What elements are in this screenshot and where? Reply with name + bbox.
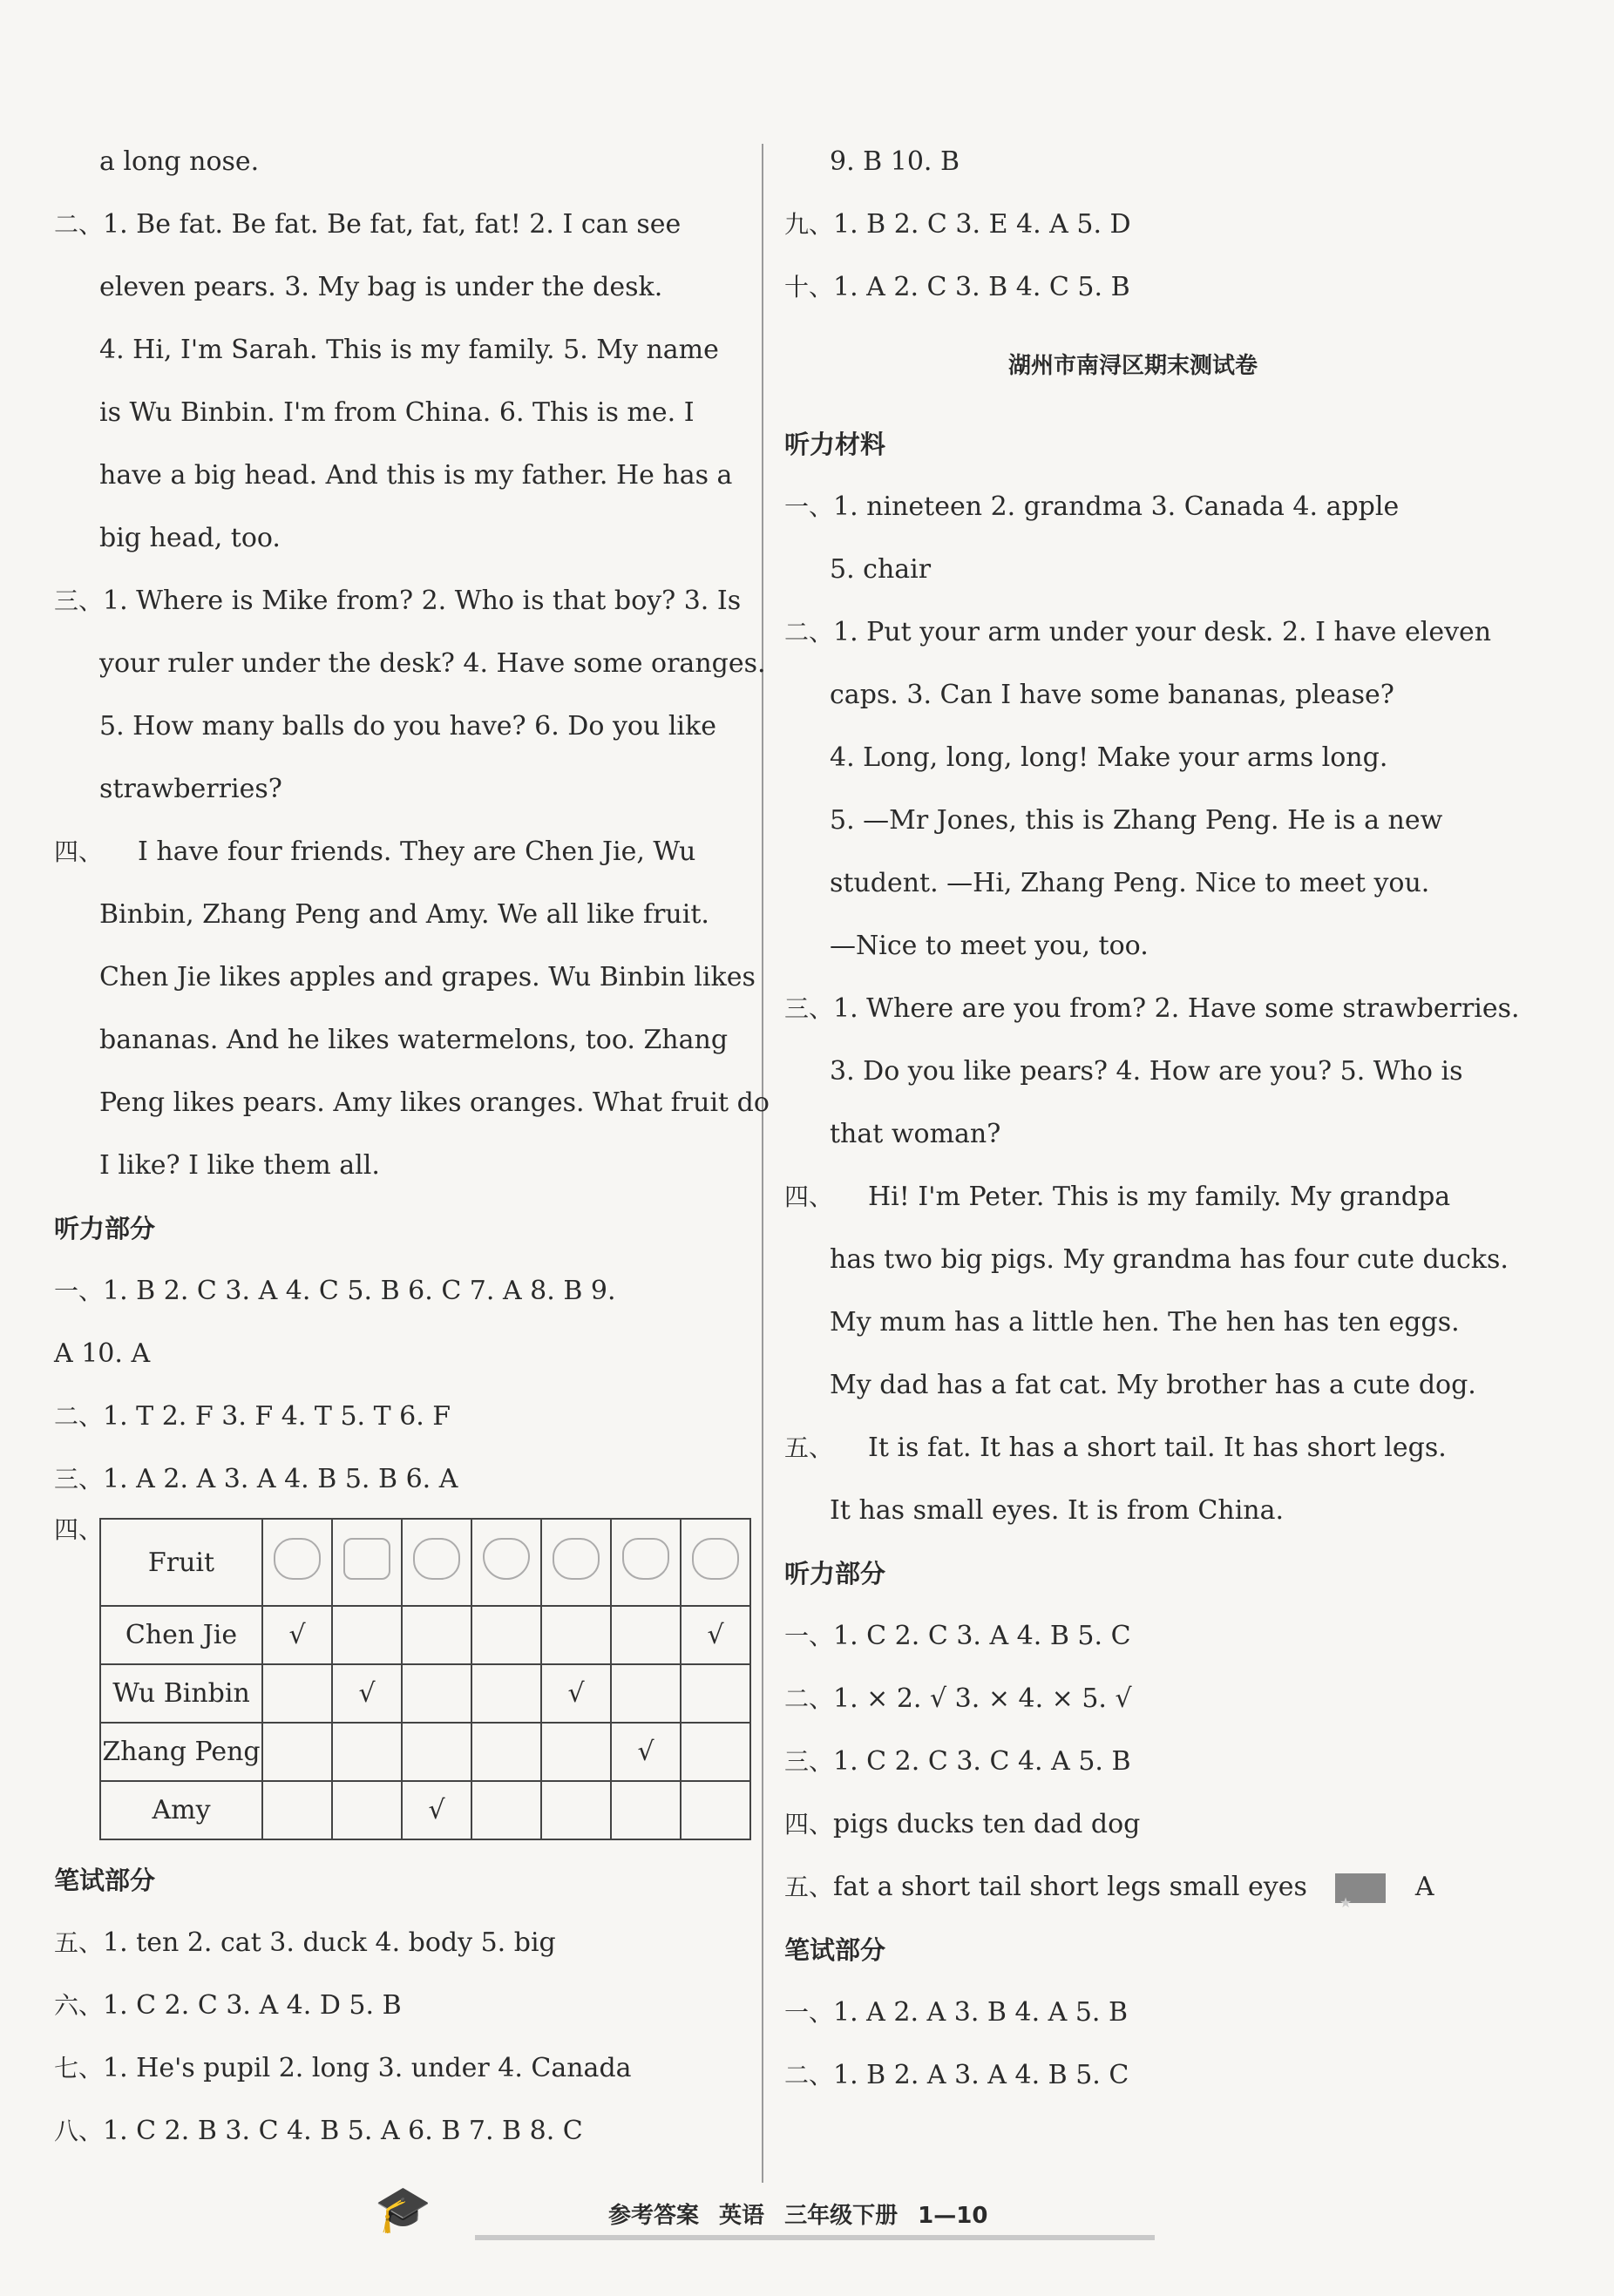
section-mark: 三、 (54, 1465, 104, 1493)
section-heading: 听力部分 (784, 1559, 886, 1588)
answer-line: 1. B 2. A 3. A 4. B 5. C (833, 2060, 1129, 2090)
section-mark: 二、 (784, 618, 834, 647)
section-mark: 二、 (54, 210, 104, 239)
table-row: Wu Binbin √ √ (100, 1664, 750, 1723)
answer-line: 1. He's pupil 2. long 3. under 4. Canada (103, 2053, 632, 2083)
section-mark: 二、 (54, 1402, 104, 1431)
answer-line: Chen Jie likes apples and grapes. Wu Binbin likes (99, 962, 756, 992)
answer-line: 4. Hi, I'm Sarah. This is my family. 5. My name (99, 335, 719, 365)
answer-line: 5. chair (830, 554, 932, 585)
answer-line: pigs ducks ten dad dog (833, 1809, 1141, 1839)
answer-line: 1. A 2. C 3. B 4. C 5. B (833, 272, 1130, 302)
section-mark: 十、 (784, 273, 834, 301)
exam-title: 湖州市南浔区期末测试卷 (1007, 353, 1258, 379)
section-mark: 三、 (784, 1747, 834, 1776)
answer-line: 5. —Mr Jones, this is Zhang Peng. He is a new (830, 805, 1443, 836)
answer-line: Hi! I'm Peter. This is my family. My grandpa (868, 1182, 1451, 1212)
section-mark: 二、 (784, 2061, 834, 2089)
answer-line: 1. C 2. C 3. C 4. A 5. B (833, 1746, 1131, 1777)
answer-line: eleven pears. 3. My bag is under the desk. (99, 272, 663, 302)
section-heading: 听力材料 (784, 430, 886, 459)
section-mark: 四、 (54, 837, 104, 866)
section-mark: 六、 (54, 1991, 104, 2020)
page-footer: 参考答案 英语 三年级下册 1—10 (608, 2203, 988, 2229)
answer-line: 1. Where is Mike from? 2. Who is that boy? 3. Is (103, 586, 742, 616)
answer-line: I have four friends. They are Chen Jie, Wu (138, 836, 696, 867)
table-row: Chen Jie √ √ (100, 1606, 750, 1664)
china-flag-icon (1335, 1873, 1386, 1903)
section-mark: 二、 (784, 1684, 834, 1713)
answer-line: 1. ten 2. cat 3. duck 4. body 5. big (103, 1927, 556, 1958)
section-mark: 一、 (54, 1277, 104, 1305)
answer-line: 1. C 2. C 3. A 4. D 5. B (103, 1990, 402, 2021)
answer-line: your ruler under the desk? 4. Have some oranges. (99, 648, 766, 679)
answer-line: caps. 3. Can I have some bananas, please? (830, 680, 1394, 710)
answer-line: 1. nineteen 2. grandma 3. Canada 4. apple (833, 491, 1400, 522)
orange-icon (402, 1519, 471, 1606)
answer-line: My dad has a fat cat. My brother has a cute dog. (830, 1370, 1476, 1400)
answer-line: 1. T 2. F 3. F 4. T 5. T 6. F (103, 1401, 451, 1432)
answer-line: 1. B 2. C 3. E 4. A 5. D (833, 209, 1131, 240)
answer-letter: A (1414, 1872, 1434, 1902)
watermelon-icon (541, 1519, 611, 1606)
table-row: Zhang Peng √ (100, 1723, 750, 1781)
section-heading: 听力部分 (54, 1214, 156, 1243)
section-mark: 四、 (784, 1182, 834, 1211)
answer-line: —Nice to meet you, too. (830, 931, 1149, 961)
answer-line: big head, too. (99, 523, 281, 553)
grape-icon (681, 1519, 750, 1606)
table-header: Fruit (100, 1519, 262, 1606)
answer-line: 3. Do you like pears? 4. How are you? 5. Who is (830, 1056, 1463, 1087)
left-column (54, 131, 770, 2163)
column-divider (762, 144, 763, 2183)
answer-line: Binbin, Zhang Peng and Amy. We all like fruit. (99, 899, 709, 930)
table-row: Amy √ (100, 1781, 750, 1839)
answer-line: It is fat. It has a short tail. It has short legs. (868, 1432, 1447, 1463)
pear-icon (611, 1519, 681, 1606)
section-mark: 九、 (784, 210, 834, 239)
answer-line: fat a short tail short legs small eyes (833, 1872, 1307, 1902)
answer-line: 9. B 10. B (830, 146, 960, 177)
answer-line: 1. A 2. A 3. A 4. B 5. B 6. A (103, 1464, 458, 1494)
answer-line: 5. How many balls do you have? 6. Do you like (99, 711, 716, 742)
section-mark: 七、 (54, 2054, 104, 2083)
strawberry-icon (471, 1519, 541, 1606)
answer-line: is Wu Binbin. I'm from China. 6. This is me. I (99, 397, 695, 428)
section-mark: 八、 (54, 2117, 104, 2145)
right-column (784, 131, 1520, 2107)
answer-line: student. —Hi, Zhang Peng. Nice to meet you. (830, 868, 1430, 898)
section-mark: 三、 (784, 994, 834, 1023)
apple-icon (262, 1519, 332, 1606)
answer-line: bananas. And he likes watermelons, too. Zhang (99, 1025, 729, 1055)
answer-line: strawberries? (99, 774, 282, 804)
answer-line: 1. C 2. C 3. A 4. B 5. C (833, 1621, 1131, 1651)
section-mark: 一、 (784, 492, 834, 521)
answer-line: have a big head. And this is my father. He has a (99, 460, 733, 491)
answer-line: 1. Be fat. Be fat. Be fat, fat, fat! 2. I can see (103, 209, 682, 240)
text-line: a long nose. (99, 146, 260, 177)
footer-rule (475, 2235, 1155, 2240)
section-mark: 五、 (54, 1928, 104, 1957)
section-mark: 一、 (784, 1622, 834, 1650)
answer-line: 1. Where are you from? 2. Have some strawberries. (833, 993, 1520, 1024)
graduation-cap-icon: 🎓 (375, 2184, 431, 2236)
answer-line: 1. C 2. B 3. C 4. B 5. A 6. B 7. B 8. C (103, 2116, 583, 2146)
answer-line: 1. Put your arm under your desk. 2. I have eleven (833, 617, 1492, 647)
section-heading: 笔试部分 (784, 1935, 886, 1965)
section-mark: 五、 (784, 1873, 834, 1901)
fruit-table (99, 1518, 751, 1840)
section-mark: 五、 (784, 1433, 834, 1462)
section-mark: 四、 (54, 1515, 104, 1544)
answer-line: 1. A 2. A 3. B 4. A 5. B (833, 1997, 1129, 2028)
answer-line: Peng likes pears. Amy likes oranges. What fruit do (99, 1087, 770, 1118)
answer-line: 4. Long, long, long! Make your arms long. (830, 742, 1388, 773)
section-heading: 笔试部分 (54, 1866, 156, 1895)
table-header-row (100, 1519, 750, 1606)
banana-icon (332, 1519, 402, 1606)
section-mark: 四、 (784, 1810, 834, 1839)
fruit-table-block (54, 1511, 751, 1849)
answer-line: 1. × 2. √ 3. × 4. × 5. √ (833, 1683, 1132, 1714)
answer-line: I like? I like them all. (99, 1150, 380, 1181)
answer-line: It has small eyes. It is from China. (830, 1495, 1285, 1526)
answer-line: has two big pigs. My grandma has four cute ducks. (830, 1244, 1509, 1275)
section-mark: 一、 (784, 1998, 834, 2027)
answer-line: that woman? (830, 1119, 1001, 1149)
answer-line: 1. B 2. C 3. A 4. C 5. B 6. C 7. A 8. B 9. (103, 1276, 616, 1306)
answer-line: My mum has a little hen. The hen has ten eggs. (830, 1307, 1460, 1338)
section-mark: 三、 (54, 586, 104, 615)
answer-line: A 10. A (54, 1338, 151, 1369)
